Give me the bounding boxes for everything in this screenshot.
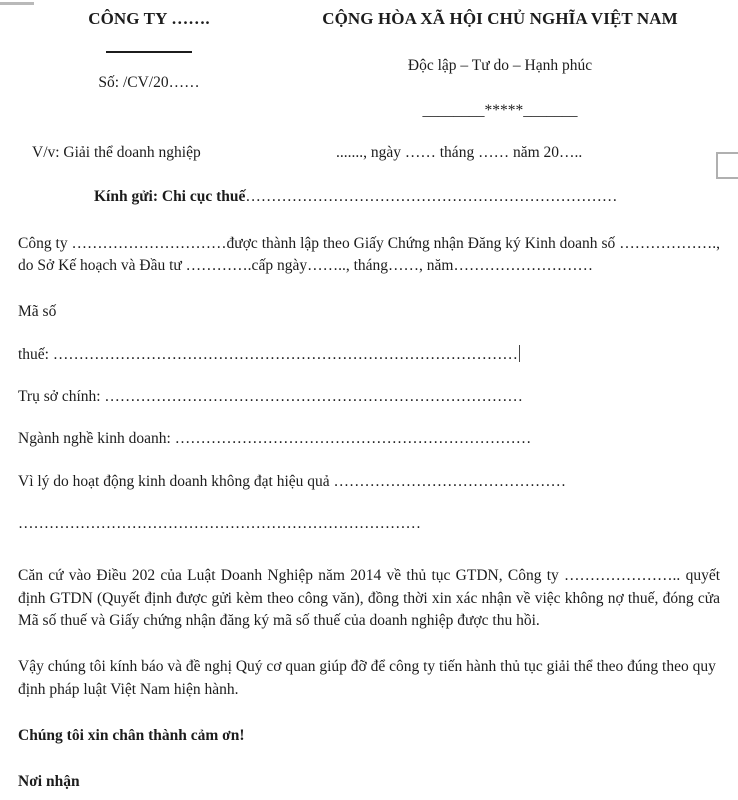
paragraph-request: Vậy chúng tôi kính báo và đề nghị Quý cơ quan giúp đỡ để công ty tiến hành thủ tục giải thể theo đúng theo quy định pháp luật Việt Nam hiện hành. xyxy=(18,658,716,698)
document-number: Số: /CV/20…… xyxy=(98,74,200,92)
page-corner-rule-artifact xyxy=(0,2,34,5)
place-date-line: ......., ngày …… tháng …… năm 20….. xyxy=(336,143,583,161)
paragraph-establishment: Công ty …………………………được thành lập theo Giấy Chứng nhận Đăng ký Kinh doanh số ………………., do Sở Kế hoạch và Đầu tư ………….cấp ngày…….., tháng……, năm……………………… xyxy=(18,234,720,275)
header-left-column xyxy=(18,8,280,93)
paragraph-legal-basis: Căn cứ vào Điều 202 của Luật Doanh Nghiệp năm 2014 về thủ tục GTDN, Công ty ………………….. quyết định GTDN (Quyết định được gửi kèm theo công văn), đồng thời xin xác nhận về việc không nợ thuế, đóng cửa Mã số thuế và Giấy chứng nhận đăng ký mã số thuế của doanh nghiệp được thu hồi. xyxy=(18,567,720,629)
clipped-edge-box-artifact xyxy=(716,152,738,179)
tax-code-label: Mã số xyxy=(18,303,57,321)
document-body xyxy=(18,233,720,794)
recipient-dotted-field: ……………………………………………………………… xyxy=(245,187,618,205)
national-title: CỘNG HÒA XÃ HỘI CHỦ NGHĨA VIỆT NAM xyxy=(322,9,678,28)
tax-code-field-line xyxy=(18,344,720,366)
recipient-label: Kính gửi: Chi cục thuế xyxy=(94,187,246,205)
recipient-line xyxy=(18,187,720,207)
recipients-heading: Nơi nhận xyxy=(18,773,80,791)
paragraph-thanks: Chúng tôi xin chân thành cảm ơn! xyxy=(18,726,245,744)
subject-line: V/v: Giải thể doanh nghiệp xyxy=(32,143,201,161)
head-office-field: Trụ sở chính: ……………………………………………………………………… xyxy=(18,388,523,406)
national-motto: Độc lập – Tư do – Hạnh phúc xyxy=(407,57,593,75)
document-header xyxy=(18,0,720,120)
header-right-column xyxy=(280,8,720,120)
business-lines-field: Ngành nghề kinh doanh: …………………………………………………………… xyxy=(18,430,532,448)
tax-code-field: thuế: ……………………………………………………………………………… xyxy=(18,345,518,363)
subject-date-row xyxy=(18,144,720,162)
star-separator: ________*****_______ xyxy=(422,101,578,119)
reason-continued-field: …………………………………………………………………… xyxy=(18,514,421,532)
reason-field: Vì lý do hoạt động kinh doanh không đạt hiệu quả ……………………………………… xyxy=(18,472,567,490)
organization-underline xyxy=(106,51,192,53)
text-caret xyxy=(519,345,520,362)
organization-name: CÔNG TY ……. xyxy=(88,9,210,28)
